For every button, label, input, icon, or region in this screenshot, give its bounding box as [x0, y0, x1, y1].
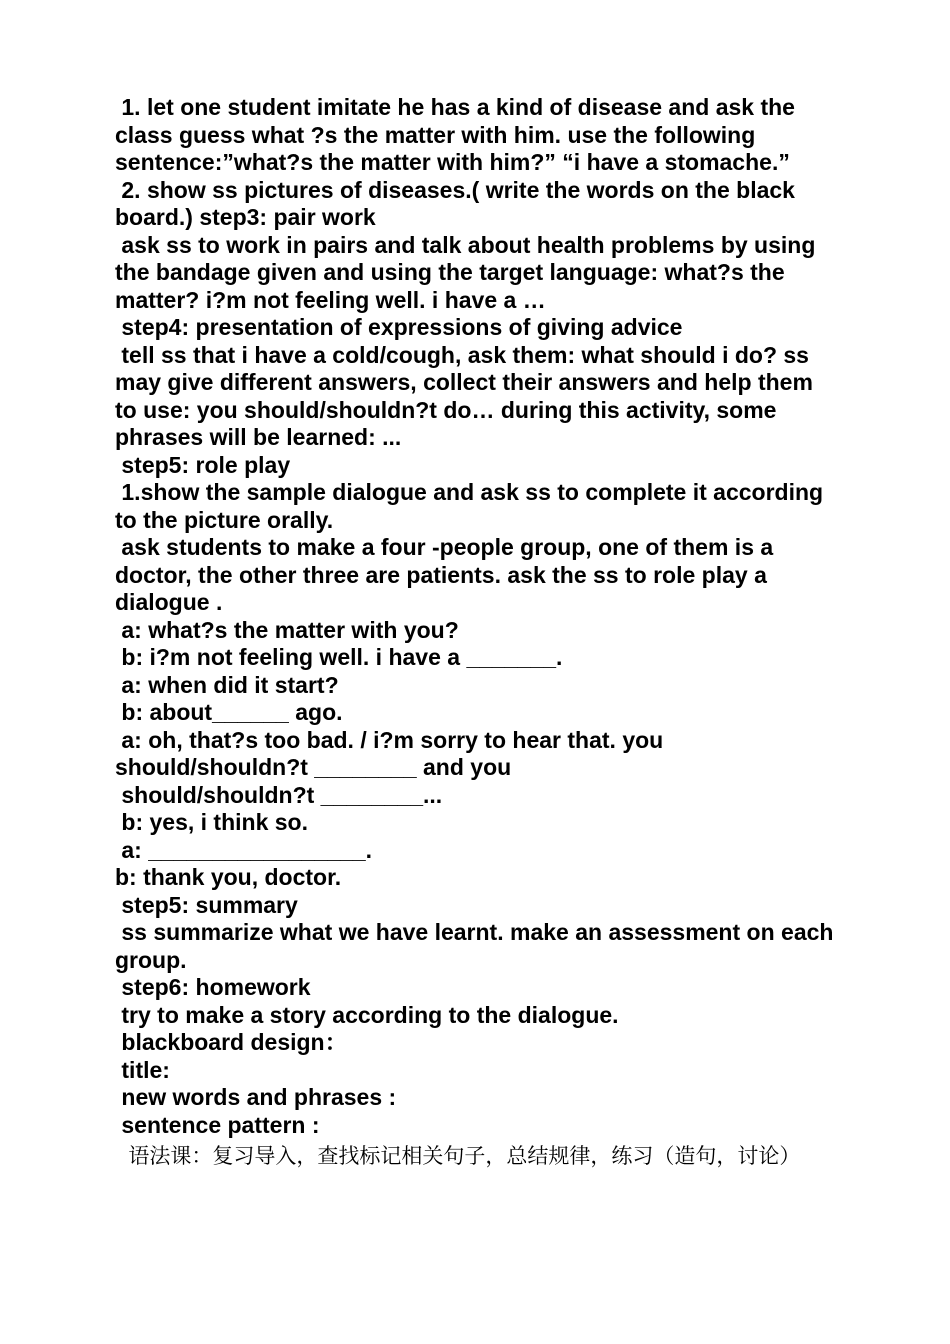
- dialogue-line: b: about______ ago.: [115, 699, 343, 725]
- dialogue-line: should/shouldn?t ________...: [115, 781, 443, 808]
- heading-step6-homework: step6: homework: [115, 974, 311, 1000]
- paragraph-group-role-play: ask students to make a four -people group, one of them is a doctor, the other three are patients. ask the ss to role play a dialogue .: [115, 534, 780, 615]
- dialogue-line: a: oh, that?s too bad. / i?m sorry to hear that. you should/shouldn?t ________ and you: [115, 726, 670, 780]
- dialogue-line: a: what?s the matter with you?: [115, 616, 459, 643]
- blackboard-new-words: new words and phrases :: [115, 1084, 397, 1110]
- dialogue-line: b: i?m not feeling well. i have a _______.: [115, 644, 563, 670]
- heading-step5-summary: step5: summary: [115, 891, 298, 918]
- paragraph-sample-dialogue: 1.show the sample dialogue and ask ss to complete it according to the picture orally.: [115, 479, 830, 533]
- paragraph-homework: try to make a story according to the dialogue.: [115, 1001, 619, 1028]
- dialogue-line: b: yes, i think so.: [115, 809, 308, 835]
- document-body: [115, 94, 840, 1172]
- heading-step5-role-play: step5: role play: [115, 451, 291, 478]
- paragraph-activity-1: 1. let one student imitate he has a kind of disease and ask the class guess what ?s the matter with him. use the following sentence:”what?s the matter with him?” “i have a stomache.”: [115, 94, 802, 175]
- dialogue-line: b: thank you, doctor.: [115, 864, 342, 890]
- blackboard-title: title:: [115, 1056, 170, 1083]
- dialogue-line: a: when did it start?: [115, 671, 339, 698]
- paragraph-summary: ss summarize what we have learnt. make an assessment on each group.: [115, 919, 840, 973]
- blackboard-sentence-pattern: sentence pattern :: [115, 1111, 320, 1138]
- heading-blackboard-design: blackboard design：: [115, 1029, 348, 1055]
- paragraph-pair-work: ask ss to work in pairs and talk about health problems by using the bandage given and using the target language: what?s the matter? i?m not feeling well. i have a …: [115, 231, 822, 313]
- heading-step4: step4: presentation of expressions of giving advice: [115, 314, 683, 340]
- dialogue-line: a: _________________.: [115, 836, 373, 863]
- paragraph-activity-2: 2. show ss pictures of diseases.( write the words on the black board.) step3: pair work: [115, 176, 802, 230]
- paragraph-grammar-lesson: 语法课：复习导入，查找标记相关句子，总结规律，练习（造句，讨论）: [115, 1144, 801, 1168]
- paragraph-giving-advice: tell ss that i have a cold/cough, ask them: what should i do? ss may give different answers, collect their answers and help them to use: you should/shouldn?t do… during this activity, some phrases will be learned: ...: [115, 341, 820, 450]
